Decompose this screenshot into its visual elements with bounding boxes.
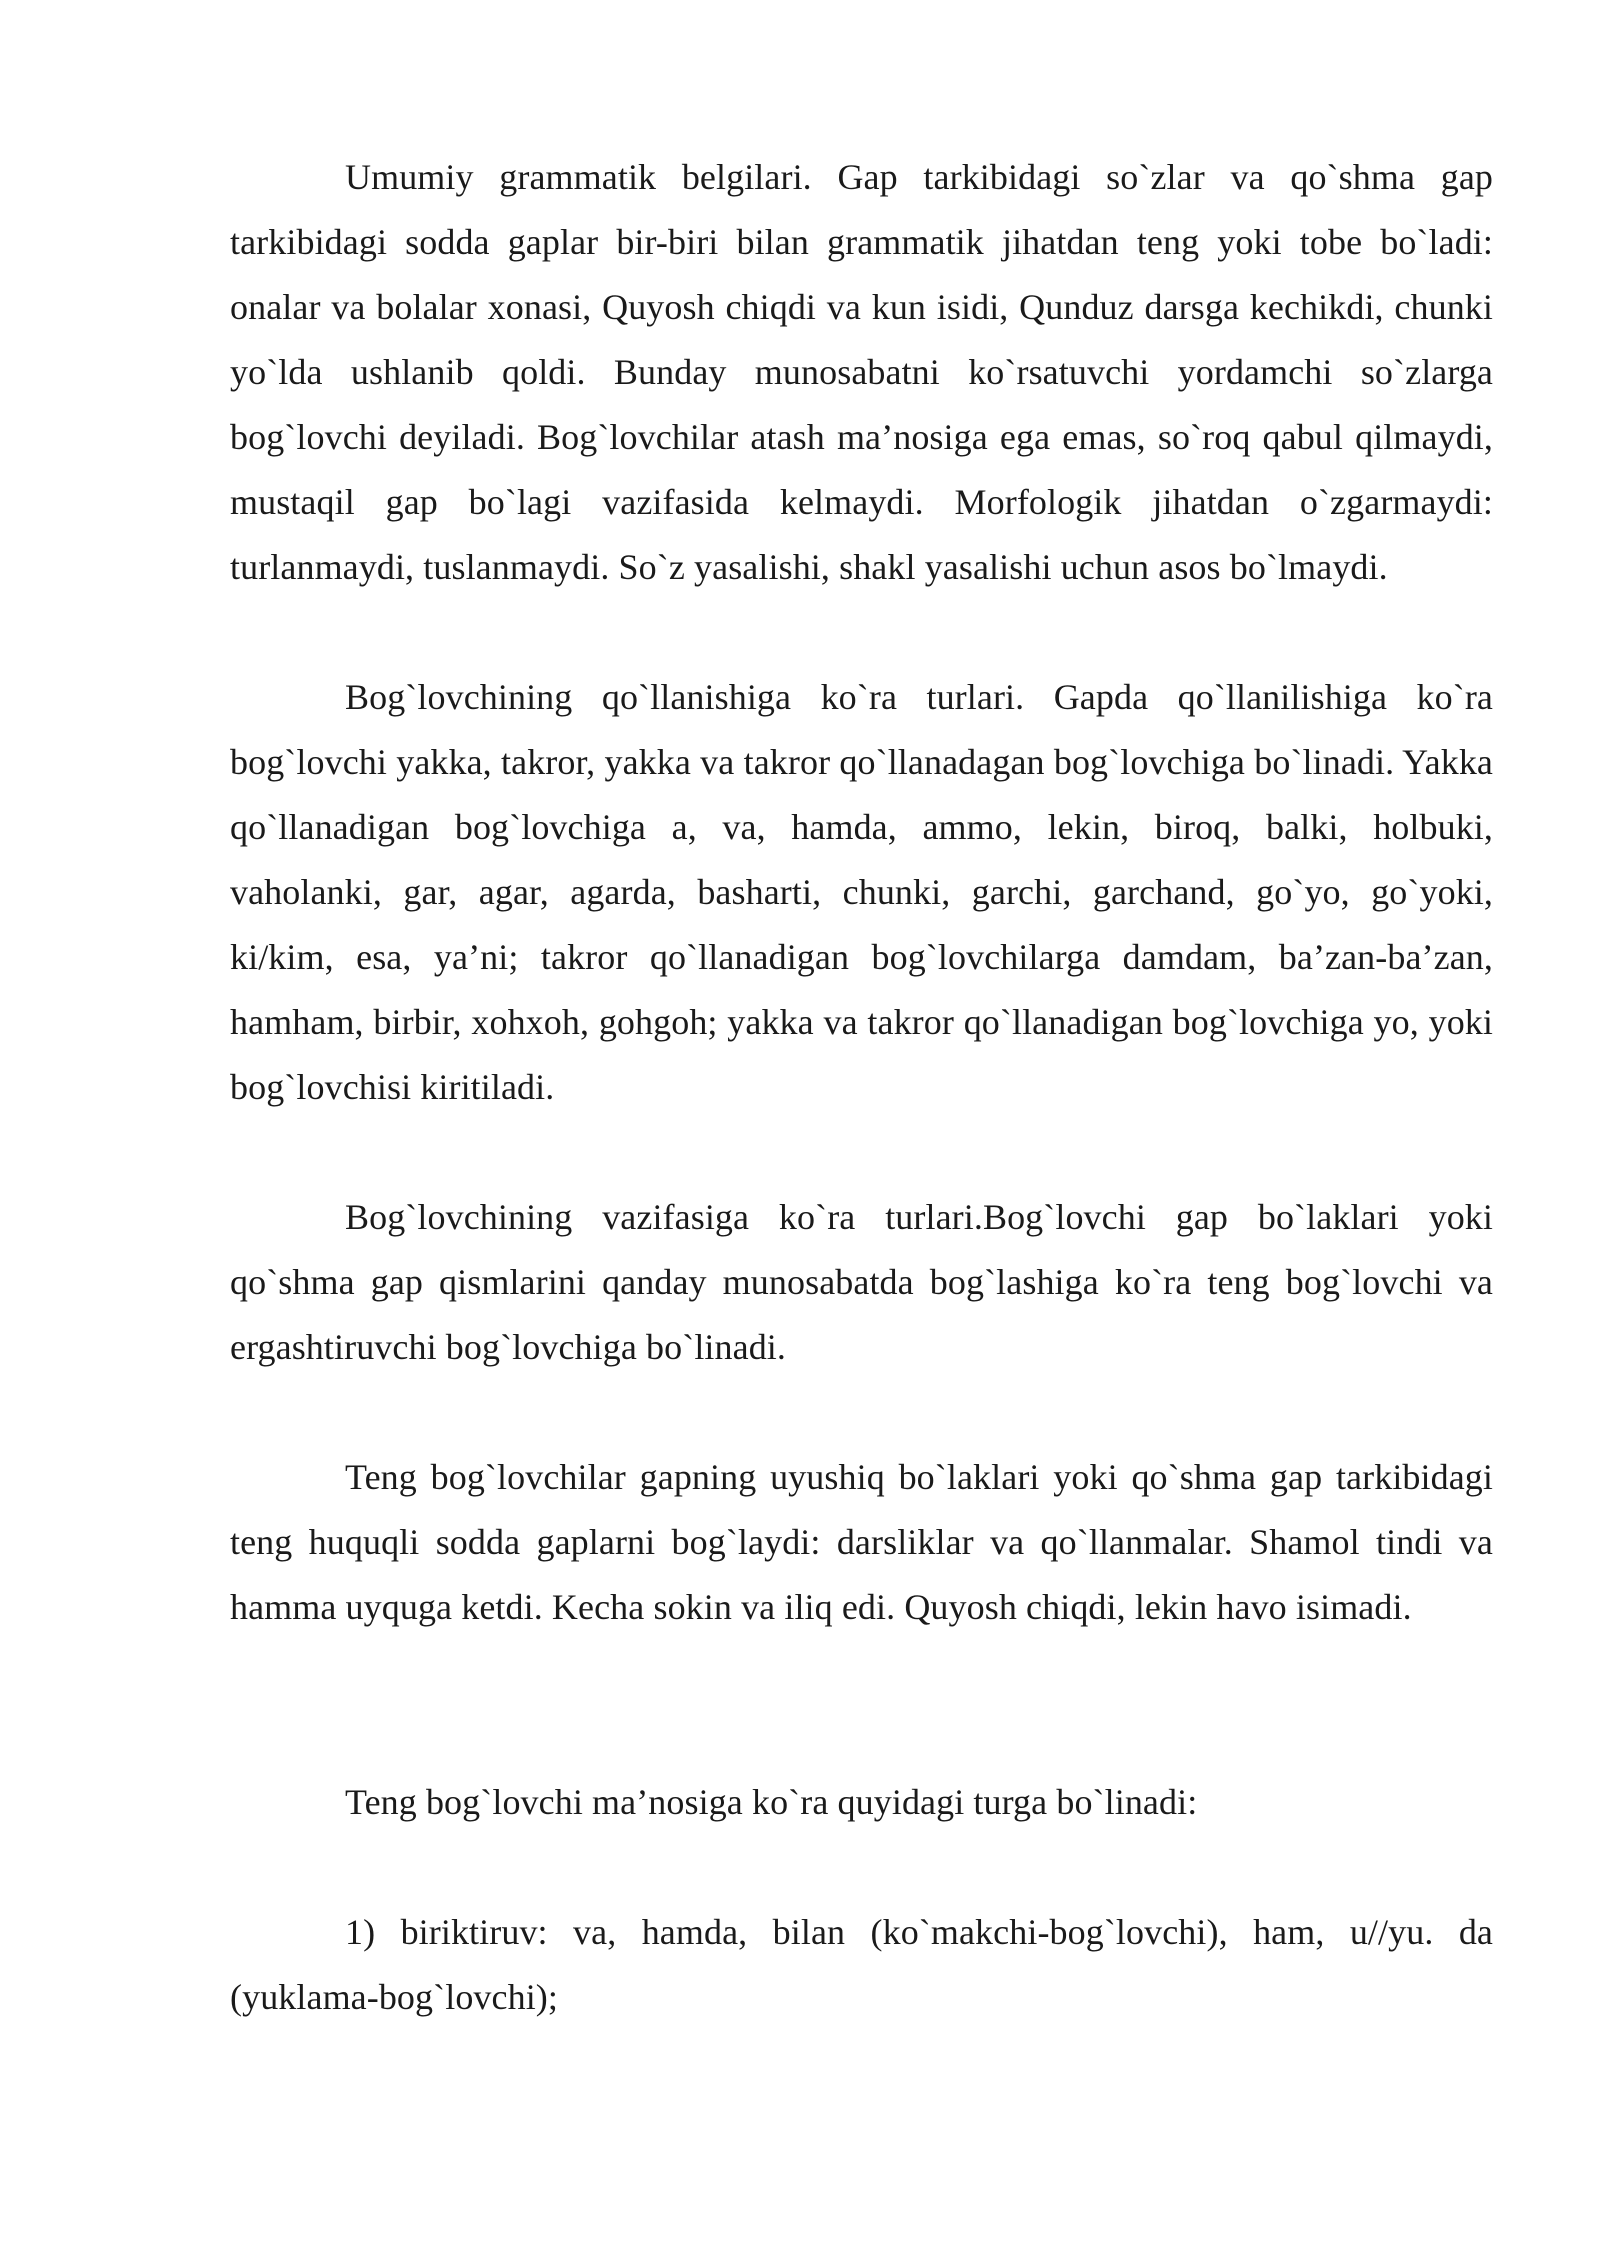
paragraph-usage-types: Bog`lovchining qo`llanishiga ko`ra turlari. Gapda qo`llanilishiga ko`ra bog`lovchi yakka, takror, yakka va takror qo`llanadagan bog`lovchiga bo`linadi. Yakka qo`llanadigan bog`lovchiga a, va, hamda, ammo, lekin, biroq, balki, holbuki, vaholanki, gar, agar, agarda, basharti, chunki, garchi, garchand, go`yo, go`yoki, ki/kim, esa, ya’ni; takror qo`llanadigan bog`lovchilarga damdam, ba’zan-ba’zan, hamham, birbir, xohxoh, gohgoh; yakka va takror qo`llanadigan bog`lovchiga yo, yoki bog`lovchisi kiritiladi. xyxy=(230,677,1493,1107)
paragraph-grammatical-features: Umumiy grammatik belgilari. Gap tarkibidagi so`zlar va qo`shma gap tarkibidagi sodda gaplar bir-biri bilan grammatik jihatdan teng yoki tobe bo`ladi: onalar va bolalar xonasi, Quyosh chiqdi va kun isidi, Qunduz darsga kechikdi, chunki yo`lda ushlanib qoldi. Bunday munosabatni ko`rsatuvchi yordamchi so`zlarga bog`lovchi deyiladi. Bog`lovchilar atash ma’nosiga ega emas, so`roq qabul qilmaydi, mustaqil gap bo`lagi vazifasida kelmaydi. Morfologik jihatdan o`zgarmaydi: turlanmaydi, tuslanmaydi. So`z yasalishi, shakl yasalishi uchun asos bo`lmaydi. xyxy=(230,157,1493,587)
paragraph-meaning-division: Teng bog`lovchi ma’nosiga ko`ra quyidagi turga bo`linadi: xyxy=(345,1782,1198,1822)
paragraph-list-item-1: 1) biriktiruv: va, hamda, bilan (ko`makchi-bog`lovchi), ham, u//yu. da (yuklama-bog`lovchi); xyxy=(230,1912,1493,2017)
paragraph-function-types: Bog`lovchining vazifasiga ko`ra turlari.Bog`lovchi gap bo`laklari yoki qo`shma gap qismlarini qanday munosabatda bog`lashiga ko`ra teng bog`lovchi va ergashtiruvchi bog`lovchiga bo`linadi. xyxy=(230,1197,1493,1367)
paragraph-coordinating-conjunctions: Teng bog`lovchilar gapning uyushiq bo`laklari yoki qo`shma gap tarkibidagi teng huquqli sodda gaplarni bog`laydi: darsliklar va qo`llanmalar. Shamol tindi va hamma uyquga ketdi. Kecha sokin va iliq edi. Quyosh chiqdi, lekin havo isimadi. xyxy=(230,1457,1493,1627)
